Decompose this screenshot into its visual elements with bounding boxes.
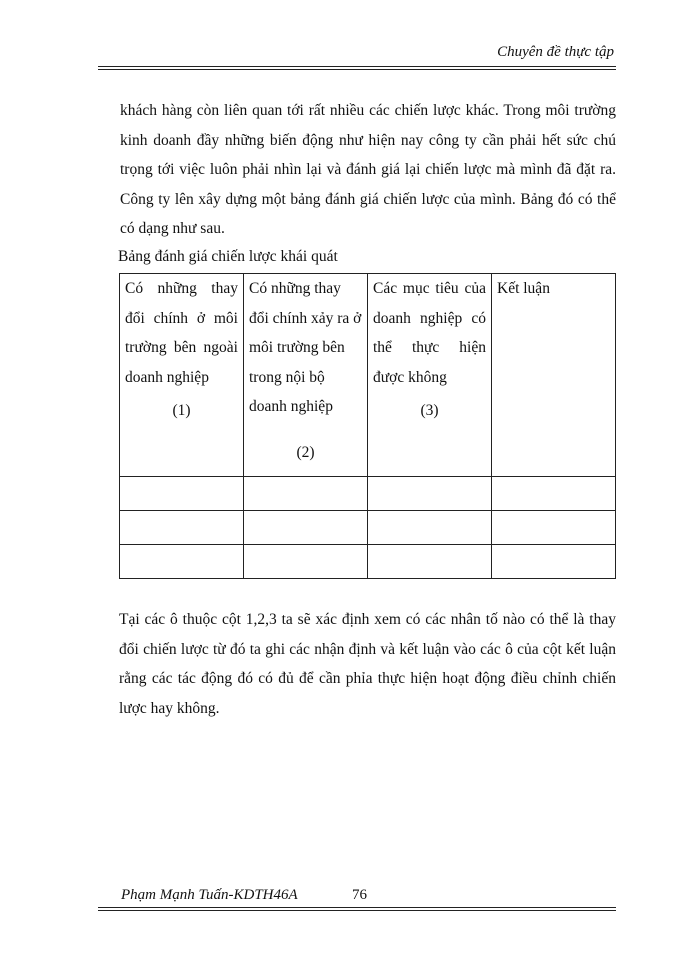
table-cell [120,511,244,545]
table-header-cell-3 [368,274,492,477]
header-rule-top [98,66,616,67]
table-cell [244,477,368,511]
header-title: Chuyên đề thực tập [497,44,614,60]
footer-rule-bottom [98,910,616,911]
body-paragraph-2: Tại các ô thuộc cột 1,2,3 ta sẽ xác định xem có các nhân tố nào có thể là thay đổi chiến lược từ đó ta ghi các nhận định và kết luận vào các ô của cột kết luận rằng các tác động đó có đủ để cần phỉa thực hiện hoạt động điều chỉnh chiến lược hay không. [119,611,616,717]
table-cell [120,477,244,511]
table-cell [244,511,368,545]
table-cell [120,545,244,579]
table-header-cell-1 [120,274,244,477]
header-rule-bottom [98,69,616,70]
table-cell [492,545,616,579]
table-cell [492,511,616,545]
header-cell-3-text: Các mục tiêu của doanh nghiệp có thể thực hiện được không [373,280,486,386]
table-cell [368,545,492,579]
table-header-cell-2 [244,274,368,477]
table-cell [368,511,492,545]
header-cell-1-text: Có những thay đổi chính ở môi trường bên ngoài doanh nghiệp [125,280,238,386]
table-header-cell-4 [492,274,616,477]
footer-page-number: 76 [352,887,367,903]
table-row [120,545,616,579]
evaluation-table [119,273,616,579]
header-cell-1-number: (1) [172,402,191,419]
header-cell-4-text: Kết luận [497,280,550,297]
table-cell [244,545,368,579]
table-row [120,477,616,511]
footer-rule-top [98,907,616,908]
table-cell [368,477,492,511]
footer-author: Phạm Mạnh Tuấn-KDTH46A [121,887,298,903]
body-paragraph-1: khách hàng còn liên quan tới rất nhiều các chiến lược khác. Trong môi trường kinh doanh đầy những biến động như hiện nay công ty cần phải hết sức chú trọng tới việc luôn phải nhìn lại và đánh giá lại chiến lược mà mình đã đặt ra. Công ty lên xây dựng một bảng đánh giá chiến lược của mình. Bảng đó có thể có dạng như sau. [120,102,616,237]
table-header-row [120,274,616,477]
header-cell-2-number: (2) [296,443,315,461]
table-row [120,511,616,545]
header-cell-2-text: Có những thay đổi chính xảy ra ở môi trường bên trong nội bộ doanh nghiệp [249,280,362,415]
table-caption: Bảng đánh giá chiến lược khái quát [118,248,338,265]
header-cell-3-number: (3) [420,402,439,419]
table-cell [492,477,616,511]
